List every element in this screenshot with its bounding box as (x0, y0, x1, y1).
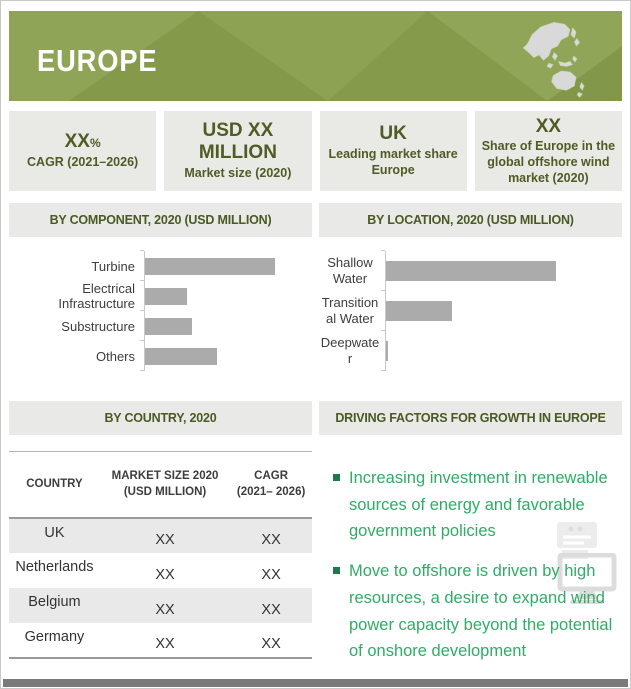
stat-label: CAGR (2021–2026) (27, 155, 139, 170)
footer-bar (3, 679, 628, 687)
data-bar (386, 261, 556, 281)
bar-track (144, 311, 312, 341)
stat-value: XX% (64, 131, 101, 153)
table-row (9, 518, 312, 553)
stat-label: Market size (2020) (184, 166, 292, 181)
data-bar (386, 341, 388, 361)
category-label: Turbine (91, 258, 135, 274)
bar-row (9, 311, 312, 341)
country-table-panel (9, 451, 312, 678)
country-cell: Germany (24, 628, 85, 645)
data-bar (145, 258, 275, 275)
driving-factor-item (333, 465, 616, 545)
bullet-square-icon (333, 474, 340, 481)
bar-track (144, 251, 312, 281)
driving-factor-text: Increasing investment in renewable sources of energy and favorable government policies (349, 469, 608, 541)
bottom-row (9, 451, 622, 678)
bullet-square-icon (333, 567, 340, 574)
stat-label: Leading market share Europe (328, 147, 458, 177)
section-header-driving-factors: DRIVING FACTORS FOR GROWTH IN EUROPE (319, 401, 622, 435)
stat-cards-row (9, 111, 622, 191)
asia-pacific-map-icon (498, 17, 596, 101)
stat-card-market-size (164, 111, 311, 191)
page-title: EUROPE (37, 43, 158, 78)
category-label: Substructure (61, 318, 135, 334)
category-label: Transitional Water (321, 294, 379, 326)
country-cell: UK (44, 524, 65, 541)
lower-section-headers (9, 401, 622, 435)
stat-value: USD XX MILLION (198, 120, 277, 164)
data-bar (145, 318, 192, 335)
bar-row (9, 281, 312, 311)
driving-factors-list (333, 465, 616, 665)
category-label: Shallow Water (327, 254, 373, 286)
table-row (9, 553, 312, 588)
category-label: Deepwater (320, 334, 380, 366)
value-cell: XX (155, 531, 175, 548)
table-column-header: MARKET SIZE 2020 (USD MILLION) (111, 470, 219, 499)
by-location-bar-chart (319, 237, 622, 389)
bar-row (319, 331, 622, 371)
europe-banner (9, 11, 622, 101)
section-header-by-component: BY COMPONENT, 2020 (USD MILLION) (9, 203, 312, 237)
value-cell: XX (155, 566, 175, 583)
country-table (9, 451, 312, 659)
by-component-bar-chart (9, 237, 312, 389)
stat-card-leading-country (320, 111, 467, 191)
value-cell: XX (155, 635, 175, 652)
data-bar (145, 348, 217, 365)
value-cell: XX (261, 566, 281, 583)
table-column-header: CAGR (2021– 2026) (236, 470, 306, 499)
value-cell: XX (261, 531, 281, 548)
driving-factor-item (333, 558, 616, 665)
bar-track (385, 291, 622, 331)
table-row (9, 588, 312, 623)
chart-section-headers (9, 203, 622, 237)
stat-value: UK (379, 123, 407, 145)
category-label: Electrical Infrastructure (58, 281, 135, 311)
section-header-by-location: BY LOCATION, 2020 (USD MILLION) (319, 203, 622, 237)
stat-label: Share of Europe in the global offshore wind market (2020) (481, 139, 616, 185)
table-row (9, 623, 312, 658)
bar-track (144, 341, 312, 371)
bar-track (385, 251, 622, 291)
data-bar (386, 301, 452, 321)
country-cell: Netherlands (15, 558, 94, 575)
country-cell: Belgium (28, 593, 81, 610)
bar-track (385, 331, 622, 371)
value-cell: XX (261, 635, 281, 652)
value-cell: XX (261, 601, 281, 618)
bar-row (319, 291, 622, 331)
value-cell: XX (155, 601, 175, 618)
section-header-by-country: BY COUNTRY, 2020 (9, 401, 312, 435)
category-label: Others (95, 348, 135, 364)
bar-track (144, 281, 312, 311)
stat-card-cagr (9, 111, 156, 191)
stat-value: XX (535, 115, 562, 137)
stat-card-global-share (475, 111, 622, 191)
bar-row (319, 251, 622, 291)
driving-factors-panel (319, 451, 622, 678)
driving-factor-text: Move to offshore is driven by high resources, a desire to expand wind power capacity beyond the potential of onshore development (349, 562, 613, 661)
bar-row (9, 341, 312, 371)
data-bar (145, 288, 187, 305)
table-column-header: COUNTRY (26, 478, 83, 491)
bar-row (9, 251, 312, 281)
charts-row (9, 237, 622, 389)
